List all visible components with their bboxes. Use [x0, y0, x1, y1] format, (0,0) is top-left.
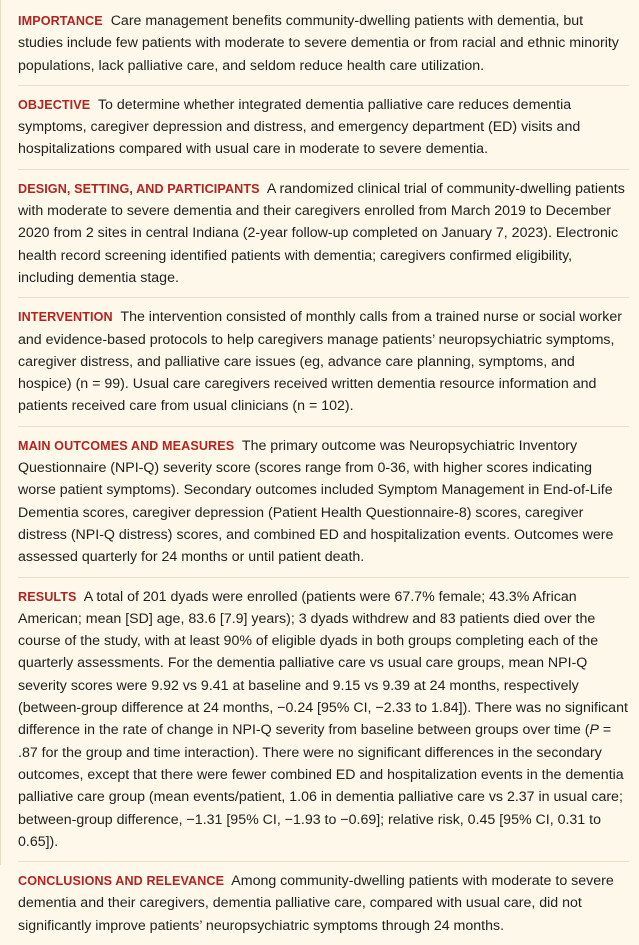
section-heading: INTERVENTION [18, 310, 113, 325]
section-text: Among community-dwelling patients with moderate to severe dementia and their caregivers, dementia palliative care, compared with usual care, did not significantly improve patients’ neuropsychiatric symptoms through 24 months. [18, 873, 614, 934]
section-heading: CONCLUSIONS AND RELEVANCE [18, 874, 225, 889]
section-heading: IMPORTANCE [18, 14, 103, 28]
section-text: Care management benefits community-dwelling patients with dementia, but studies include few patients with moderate to severe dementia or from racial and ethnic minority populations, lack palliative care, and seldom reduce health care utilization. [18, 13, 619, 74]
section-objective [18, 94, 629, 170]
section-text: The intervention consisted of monthly calls from a trained nurse or social worker and evidence-based protocols to help caregivers manage patients’ neuropsychiatric symptoms, caregiver distress, and palliative care issues (eg, advance care planning, symptoms, and hospice) (n = 99). Usual care caregivers received written dementia resource information and patients received care from usual clinicians (n = 102). [18, 309, 622, 415]
section-heading: RESULTS [18, 589, 77, 604]
section-text-part2: = .87 for the group and time interaction). There were no significant differences in the secondary outcomes, except that there were fewer combined ED and hospitalization events in the dementia palliative care group (mean events/patient, 1.06 in dementia palliative care vs 2.37 in usual care; between-group difference, −1.31 [95% CI, −1.93 to −0.69]; relative risk, 0.45 [95% CI, 0.31 to 0.65]). [18, 722, 624, 850]
section-text-part1: A total of 201 dyads were enrolled (patients were 67.7% female; 43.3% African American; mean [SD] age, 83.6 [7.9] years); 3 dyads withdrew and 83 patients died over the course of the study, with at least 90% of eligible dyads in both groups completing each of the quarterly assessments. For the dementia palliative care vs usual care groups, mean NPI-Q severity scores were 9.92 vs 9.41 at baseline and 9.15 vs 9.39 at 24 months, respectively (between-group difference at 24 months, −0.24 [95% CI, −2.33 to 1.84]). There was no significant difference in the rate of change in NPI-Q severity from baseline between groups over time ( [18, 588, 628, 739]
section-heading: OBJECTIVE [18, 97, 91, 112]
section-main-outcomes [18, 435, 629, 578]
p-value-label: P [589, 722, 599, 739]
section-text: To determine whether integrated dementia palliative care reduces dementia symptoms, caregiver depression and distress, and emergency department (ED) visits and hospitalizations compared with usual care in moderate to severe dementia. [18, 96, 581, 158]
section-importance [18, 6, 629, 86]
section-design-setting-participants [18, 178, 629, 298]
section-intervention [18, 306, 629, 426]
section-conclusions-relevance [18, 870, 629, 945]
section-heading: MAIN OUTCOMES AND MEASURES [18, 438, 235, 453]
section-text: A randomized clinical trial of community-dwelling patients with moderate to severe dementia and their caregivers enrolled from March 2019 to December 2020 from 2 sites in central Indiana (2-year follow-up completed on January 7, 2023). Electronic health record screening identified patients with dementia; caregivers confirmed eligibility, including dementia stage. [18, 180, 625, 286]
section-heading: DESIGN, SETTING, AND PARTICIPANTS [18, 181, 260, 196]
section-text: The primary outcome was Neuropsychiatric Inventory Questionnaire (NPI-Q) severity score (scores range from 0-36, with higher scores indicating worse patient symptoms). Secondary outcomes included Symptom Management in End-of-Life Dementia scores, caregiver depression (Patient Health Questionnaire-8) scores, caregiver distress (NPI-Q distress) scores, and combined ED and hospitalization events. Outcomes were assessed quarterly for 24 months or until patient death. [18, 437, 614, 566]
section-results [18, 586, 629, 863]
